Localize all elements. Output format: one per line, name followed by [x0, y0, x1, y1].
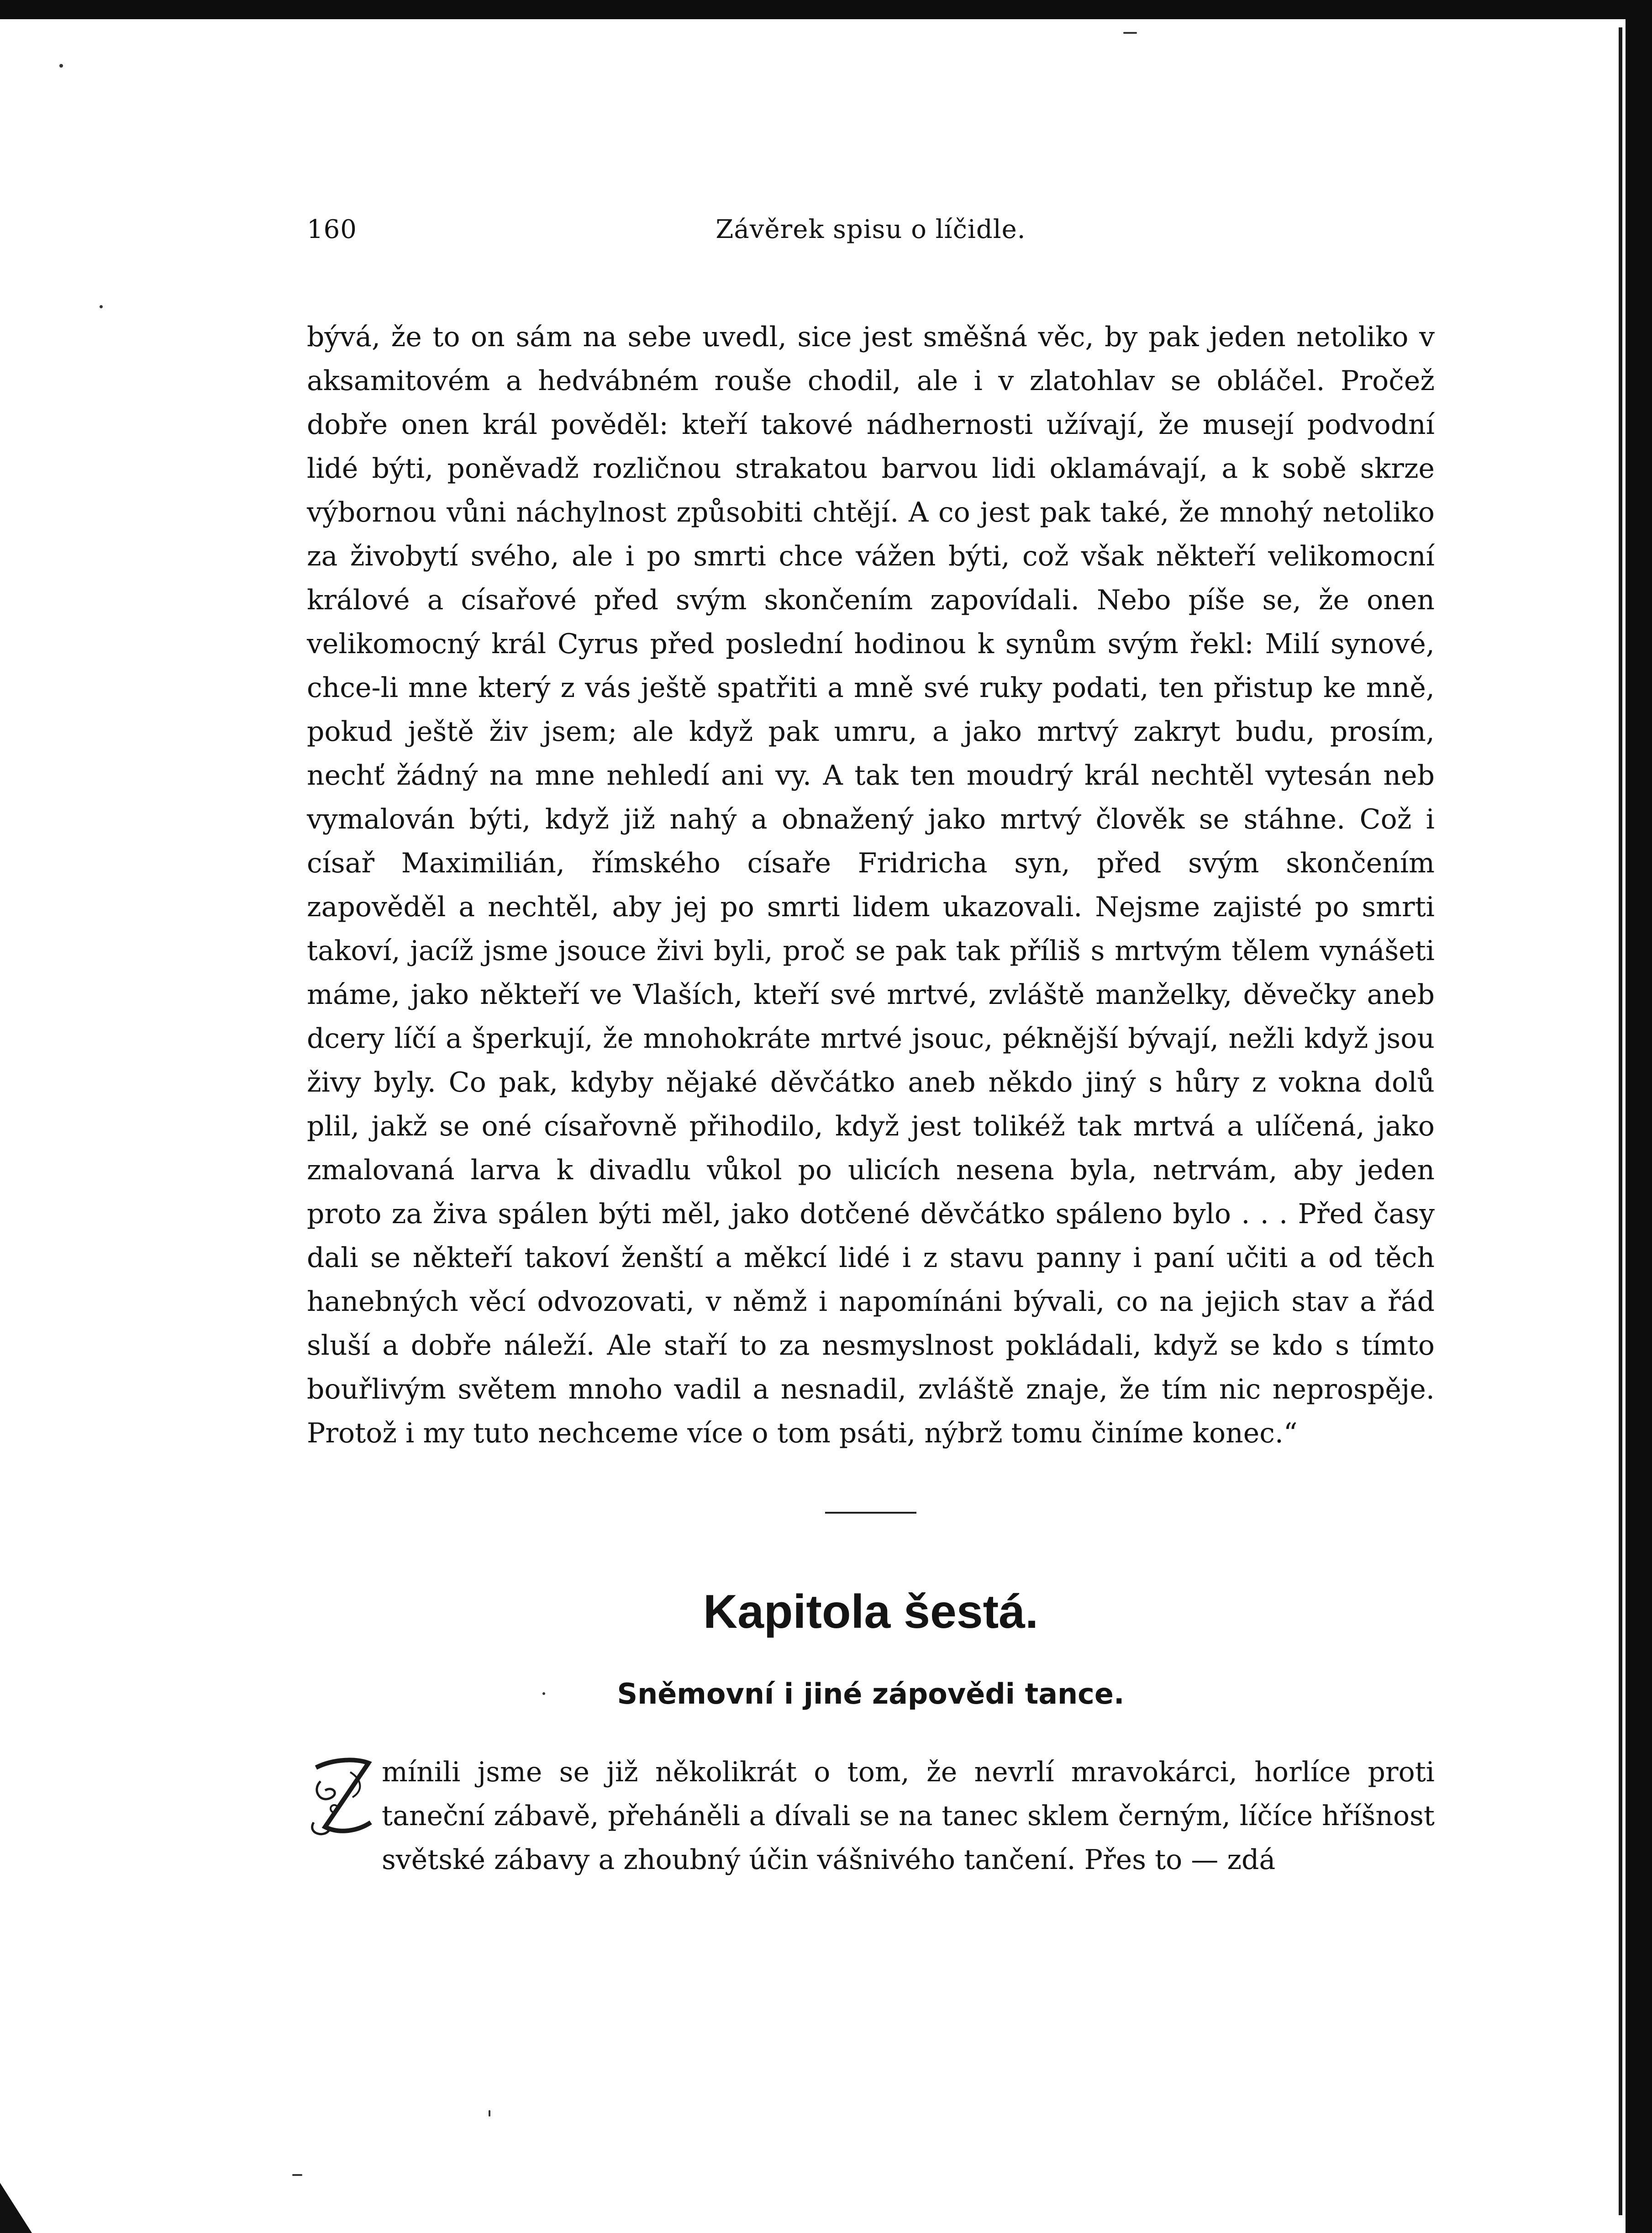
chapter-title: Kapitola šestá.	[703, 1585, 1039, 1638]
page-edge-line	[1619, 27, 1622, 2215]
page-content	[307, 215, 1435, 1882]
scan-border-top	[0, 0, 1652, 19]
body-paragraph: bývá, že to on sám na sebe uvedl, sice jest směšná věc, by pak jeden netoliko v aksamitovém a hedvábném rouše chodil, ale i v zlatohlav se obláčel. Pročež dobře onen král pověděl: kteří takové nádhernosti užívají, že musejí podvodní lidé býti, poněvadž rozličnou strakatou barvou lidi oklamávají, a k sobě skrze výbornou vůni náchylnost způsobiti chtějí. A co jest pak také, že mnohý netoliko za živobytí svého, ale i po smrti chce vážen býti, což však někteří velikomocní králové a císařové před svým skončením zapovídali. Nebo píše se, že onen velikomocný král Cyrus před poslední hodinou k synům svým řekl: Milí synové, chce-li mne který z vás ještě spatřiti a mně své ruky podati, ten přistup ke mně, pokud ještě živ jsem; ale když pak umru, a jako mrtvý zakryt budu, prosím, nechť žádný na mne nehledí ani vy. A tak ten moudrý král nechtěl vytesán neb vymalován býti, když již nahý a obnažený jako mrtvý člověk se stáhne. Což i císař Maximilián, římského císaře Fridricha syn, před svým skončením zapověděl a nechtěl, aby jej po smrti lidem ukazovali. Nejsme zajisté po smrti takoví, jacíž jsme jsouce živi byli, proč se pak tak příliš s mrtvým tělem vynášeti máme, jako někteří ve Vlaších, kteří své mrtvé, zvláště manželky, děvečky aneb dcery líčí a šperkují, že mnohokráte mrtvé jsouc, péknější bývají, nežli když jsou živy byly. Co pak, kdyby nějaké děvčátko aneb někdo jiný s hůry z vokna dolů plil, jakž se oné císařovně přihodilo, když jest tolikéž tak mrtvá a ulíčená, jako zmalovaná larva k divadlu vůkol po ulicích nesena byla, netrvám, aby jeden proto za živa spálen býti měl, jako dotčené děvčátko spáleno bylo . . . Před časy dali se někteří takoví ženští a měkcí lidé i z stavu panny i paní učiti a od těch hanebných věcí odvozovati, v němž i napomínáni bývali, co na jejich stav a řád sluší a dobře náleží. Ale staří to za nesmyslnost pokládali, když se kdo s tímto bouřlivým světem mnoho vadil a nesnadil, zvláště znaje, že tím nic neprospěje. Protož i my tuto nechceme více o tom psáti, nýbrž tomu činíme konec.“	[307, 321, 1435, 1449]
chapter-subtitle: Sněmovní i jiné zápovědi tance.	[617, 1677, 1125, 1710]
chapter-opening-paragraph	[307, 1750, 1435, 1882]
ornamental-drop-cap	[307, 1754, 375, 1841]
running-head	[307, 215, 1435, 265]
scan-corner-mark	[0, 2183, 32, 2233]
section-divider	[825, 1512, 916, 1514]
running-head-title: Závěrek spisu o líčidle.	[716, 215, 1026, 244]
scan-border-right	[1626, 0, 1652, 2233]
chapter-opening-text: mínili jsme se již několikrát o tom, že nevrlí mravokárci, horlíce proti taneční zábavě, přeháněli a dívali se na tanec sklem černým, líčíce hříšnost světské zábavy a zhoubný účin vášnivého tančení. Přes to — zdá	[382, 1756, 1435, 1876]
page-number: 160	[307, 215, 357, 244]
